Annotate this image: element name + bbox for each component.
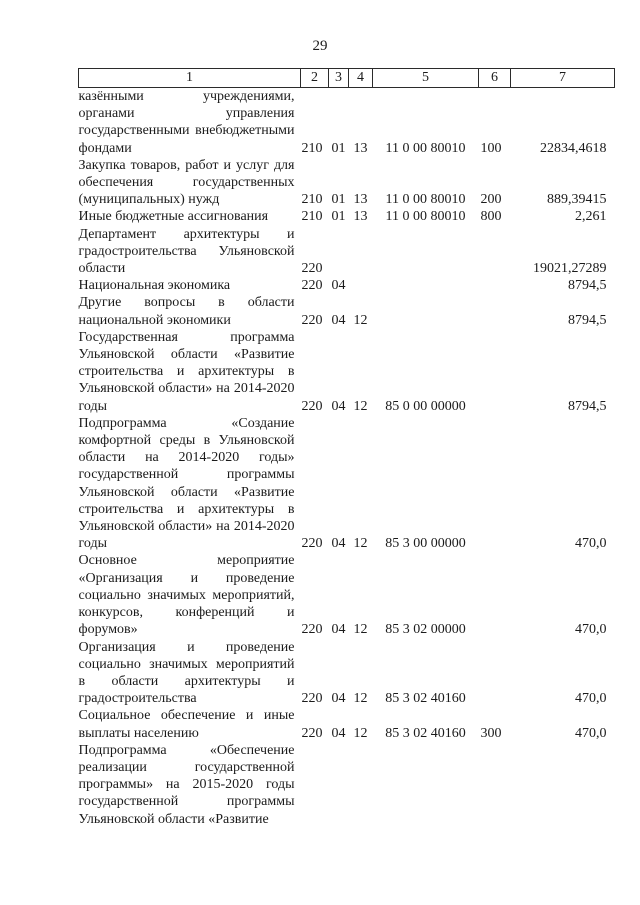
row-admin-code: 220 (301, 261, 323, 277)
row-section: 04 (331, 725, 346, 741)
table-row (79, 277, 615, 294)
table-row (79, 157, 615, 209)
row-admin-code: 220 (301, 278, 323, 294)
row-name: Другие вопросы в области национальной экономики (78, 295, 295, 328)
row-section (329, 226, 349, 278)
row-target-article: 11 0 00 80010 (385, 140, 466, 156)
row-name: Основное мероприятие «Организация и проведение социально значимых мероприятий, конкурсов, конференций и форумов» (78, 553, 295, 638)
row-subsection: 13 (353, 209, 368, 225)
row-subsection: 13 (353, 140, 368, 156)
row-admin-code: 210 (301, 209, 323, 225)
row-expense-type (479, 226, 511, 278)
row-amount: 8794,5 (568, 398, 607, 414)
row-amount (511, 742, 615, 828)
row-target-article: 11 0 00 80010 (385, 209, 466, 225)
row-expense-type: 300 (480, 725, 502, 741)
row-subsection: 12 (353, 312, 368, 328)
row-admin-code: 220 (301, 398, 323, 414)
row-expense-type: 200 (480, 192, 502, 208)
row-subsection: 12 (353, 622, 368, 638)
row-section: 01 (331, 209, 346, 225)
row-name: казёнными учреждениями, органами управления государственными внебюджетными фондами (78, 89, 295, 156)
row-expense-type (479, 415, 511, 553)
row-section: 04 (331, 398, 346, 414)
row-target-article (373, 294, 479, 328)
page-number: 29 (312, 38, 328, 54)
row-section: 01 (331, 192, 346, 208)
row-expense-type: 800 (480, 209, 502, 225)
row-section: 04 (331, 312, 346, 328)
row-name: Подпрограмма «Обеспечение реализации государственной программы» на 2015-2020 годы государственной программы Ульяновской области «Развитие (78, 742, 295, 827)
row-amount: 470,0 (575, 536, 607, 552)
row-expense-type (479, 742, 511, 828)
row-section: 04 (331, 622, 346, 638)
table-row (79, 329, 615, 415)
row-name: Подпрограмма «Создание комфортной среды в Ульяновской области на 2014-2020 годы» государственной программы Ульяновской области «Развитие строительства и архитектуры в Ульяновской области» на 2014-2020 годы (78, 415, 295, 552)
row-section: 01 (331, 140, 346, 156)
row-section: 04 (331, 536, 346, 552)
table-row (79, 707, 615, 741)
header-col-3: 3 (329, 69, 349, 88)
row-subsection (349, 277, 373, 294)
header-col-4: 4 (349, 69, 373, 88)
row-section: 04 (331, 691, 346, 707)
row-section: 04 (331, 278, 346, 294)
row-admin-code: 220 (301, 691, 323, 707)
row-subsection: 12 (353, 398, 368, 414)
table-row (79, 639, 615, 708)
table-row (79, 415, 615, 553)
row-amount: 19021,27289 (533, 261, 607, 277)
row-target-article (373, 277, 479, 294)
budget-table (78, 68, 615, 828)
row-target-article: 85 3 00 00000 (385, 536, 466, 552)
row-target-article (373, 226, 479, 278)
header-col-6: 6 (479, 69, 511, 88)
row-target-article: 85 3 02 40160 (385, 691, 466, 707)
header-col-2: 2 (301, 69, 329, 88)
row-target-article: 85 3 02 00000 (385, 622, 466, 638)
row-expense-type (479, 329, 511, 415)
row-name: Закупка товаров, работ и услуг для обеспечения государственных (муниципальных) нужд (78, 157, 295, 208)
row-target-article (373, 742, 479, 828)
row-expense-type: 100 (480, 140, 502, 156)
row-expense-type (479, 294, 511, 328)
header-col-1: 1 (79, 69, 301, 88)
row-admin-code: 210 (301, 140, 323, 156)
table-row (79, 208, 615, 225)
row-subsection: 12 (353, 536, 368, 552)
row-subsection: 13 (353, 192, 368, 208)
row-admin-code: 220 (301, 536, 323, 552)
row-admin-code: 220 (301, 312, 323, 328)
row-amount: 8794,5 (568, 312, 607, 328)
row-expense-type (479, 277, 511, 294)
row-admin-code: 220 (301, 622, 323, 638)
row-amount: 8794,5 (568, 278, 607, 294)
row-target-article: 11 0 00 80010 (385, 192, 466, 208)
row-amount: 470,0 (575, 725, 607, 741)
table-header-row (79, 69, 615, 88)
row-admin-code: 220 (301, 725, 323, 741)
row-subsection: 12 (353, 725, 368, 741)
row-target-article: 85 0 00 00000 (385, 398, 466, 414)
row-amount: 470,0 (575, 691, 607, 707)
row-amount: 470,0 (575, 622, 607, 638)
row-amount: 2,261 (575, 209, 607, 225)
row-name: Государственная программа Ульяновской области «Развитие строительства и архитектуры в Ульяновской области» на 2014-2020 годы (78, 329, 295, 414)
row-name: Департамент архитектуры и градостроительства Ульяновской области (78, 226, 295, 277)
row-name: Иные бюджетные ассигнования (78, 209, 269, 225)
table-row (79, 88, 615, 157)
table-row (79, 552, 615, 638)
header-col-5: 5 (373, 69, 479, 88)
row-subsection (349, 742, 373, 828)
row-expense-type (479, 552, 511, 638)
row-name: Организация и проведение социально значимых мероприятий в области архитектуры и градостроительства (78, 639, 295, 707)
table-body (79, 88, 615, 828)
row-name: Национальная экономика (78, 278, 231, 294)
row-amount: 22834,4618 (540, 140, 607, 156)
row-expense-type (479, 639, 511, 708)
row-subsection: 12 (353, 691, 368, 707)
row-amount: 889,39415 (547, 192, 607, 208)
row-admin-code (301, 742, 329, 828)
row-section (329, 742, 349, 828)
header-col-7: 7 (511, 69, 615, 88)
table-row (79, 742, 615, 828)
row-target-article: 85 3 02 40160 (385, 725, 466, 741)
row-name: Социальное обеспечение и иные выплаты населению (78, 708, 295, 741)
table-row (79, 226, 615, 278)
table-row (79, 294, 615, 328)
row-subsection (349, 226, 373, 278)
row-admin-code: 210 (301, 192, 323, 208)
